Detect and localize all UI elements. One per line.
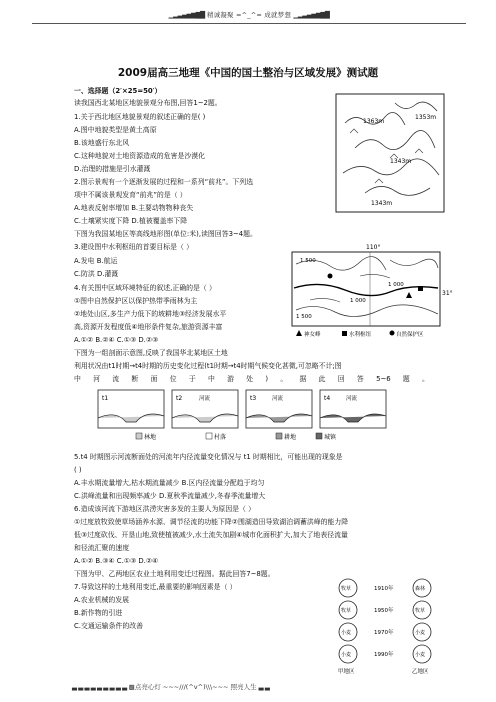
- dam-legend-icon: [342, 331, 347, 336]
- contour-map: [290, 240, 460, 340]
- period-label: t1: [102, 395, 109, 402]
- profile-t2: [172, 390, 238, 428]
- spread-char: ): [265, 375, 269, 383]
- footer-left-blocks: ▃ ▃ ▃ ▃ ▃ ▃ ▃ ▃ ▃: [72, 683, 127, 691]
- option: ①图中自然保护区以保护热带季雨林为主: [74, 297, 198, 305]
- spread-char: 。: [422, 375, 429, 383]
- spread-char: 中: [207, 375, 215, 383]
- header-right-bars: ▁▂▃▄▅▆▇█: [293, 11, 330, 19]
- question-2: 2.图示景观有一个逐渐发展的过程和一系列“前兆”。下列选: [74, 178, 254, 186]
- option: A.①② B.②④ C.①③ D.②③: [74, 336, 159, 344]
- text-line: 利用状况由t1时期→t4时期的历史变化过程(t1时期→t4时期气候变化甚微,可忽略不计;图: [74, 362, 342, 370]
- legend-label: 城镇: [324, 434, 337, 441]
- legend-swatch: [276, 433, 282, 439]
- page-header: [32, 10, 466, 19]
- question-7: 7.导致这样的土地利用变迁,最重要的影响因素是（ ）: [74, 583, 237, 591]
- spread-char: 断: [131, 375, 139, 383]
- spread-char: 流: [112, 375, 120, 383]
- option: A.丰水期流量增大,枯水期流量减少 B.区内径流量分配趋于均匀: [74, 479, 265, 487]
- spread-char: 5~6: [376, 375, 391, 383]
- contour-label: 1 000: [388, 282, 404, 288]
- spread-char: 据: [299, 375, 307, 383]
- option: ①过度放牧致使草场涵养水源、调节径流的功能下降②围湖造田导致湖泊调蓄洪峰的能力降: [74, 518, 349, 526]
- spread-line: [74, 374, 429, 385]
- page-footer: [72, 682, 432, 691]
- crop-label: 小麦: [341, 652, 352, 658]
- legend-swatch: [136, 433, 142, 439]
- question-5: 5.t4 时期图示河流断面处的河流年内径流量变化情况与 t1 时期相比，可能出现的现象是: [74, 453, 343, 461]
- peak-legend-icon: [296, 330, 302, 336]
- option: A.图中地貌类型是黄土高原: [74, 126, 157, 134]
- spread-char: 。: [280, 375, 288, 383]
- text-line: 下图为甲、乙两地区农业土地利用变迁过程图。据此回答7~8题。: [74, 570, 275, 578]
- reserve-legend-icon: [390, 331, 395, 336]
- option: 和径流汇聚的速度: [74, 544, 130, 552]
- text-line: 项中不属该景观发育“前兆”的是（ ）: [74, 191, 187, 199]
- spread-char: 题: [402, 375, 410, 383]
- crop-label: 牧草: [415, 608, 426, 614]
- crop-label: 牧草: [341, 608, 352, 614]
- header-left-bars: ▁▂▃▄▅▆▇█: [168, 11, 205, 19]
- option: B.新作物的引进: [74, 609, 123, 617]
- spread-char: 河: [93, 375, 101, 383]
- header-text: 精诚凝聚 =^_^= 成就梦想: [206, 11, 292, 19]
- footer-text: ▩点亮心灯 ~~~///(^v^)\\\~~~ 照亮人生: [128, 683, 257, 691]
- year-label: 1990年: [374, 652, 394, 658]
- spread-char: 游: [227, 375, 235, 383]
- question-6: 6.造成该河流下游地区洪涝灾害多发的主要人为原因是（ ）: [74, 505, 256, 513]
- profile-t4: [320, 390, 386, 428]
- spread-char: 答: [356, 375, 364, 383]
- period-label: t4: [324, 395, 331, 402]
- reserve-icon: [328, 274, 333, 279]
- elevation-label: 1343m: [371, 200, 393, 207]
- profile-t1: [98, 390, 164, 428]
- elevation-label: 1363m: [363, 118, 385, 125]
- elevation-label: 1353m: [415, 114, 437, 121]
- year-label: 1910年: [374, 586, 394, 592]
- page-title: 2009届高三地理《中国的国土整治与区域发展》测试题: [117, 67, 379, 79]
- region-label: 乙地区: [412, 669, 429, 675]
- option: C.防洪 D.灌溉: [74, 270, 119, 278]
- period-label: t2: [176, 395, 183, 402]
- river-label: 河流: [272, 396, 284, 402]
- elevation-label: 1343m: [390, 158, 412, 165]
- crop-label: 小麦: [341, 630, 352, 636]
- option: C.交通运输条件的改善: [74, 622, 144, 630]
- option: C.这种地貌对土地资源造成的危害是沙漠化: [74, 152, 206, 160]
- farm-row: [339, 623, 431, 641]
- legend-label: 神女峰: [304, 332, 321, 338]
- map-border: [336, 94, 444, 212]
- text-line: ( ): [74, 466, 82, 474]
- legend-label: 水利枢纽: [349, 332, 372, 338]
- contour-label: 1 500: [296, 314, 312, 320]
- legend-label: 耕地: [284, 434, 297, 441]
- spread-char: 此: [318, 375, 326, 383]
- legend-label: 村落: [214, 434, 227, 441]
- legend-swatch: [316, 433, 322, 439]
- crop-label: 牧草: [341, 586, 352, 592]
- farm-row: [339, 601, 431, 619]
- legend-swatch: [206, 433, 212, 439]
- year-label: 1970年: [374, 630, 394, 636]
- question-4: 4.有关图中区域环境特征的叙述,正确的是（ ）: [74, 284, 216, 292]
- section-heading: 一、选择题（2′×25=50′）: [74, 87, 162, 95]
- legend-label: 自然保护区: [396, 332, 424, 338]
- question-1: 1.关于西北地区地貌景观的叙述正确的是( ): [74, 113, 206, 121]
- spread-char: 处: [246, 375, 254, 383]
- spread-char: 回: [337, 375, 345, 383]
- text-line: 下图为一组剖面示意图,反映了我国华北某地区土地: [74, 349, 228, 357]
- option: 高,资源开发程度低④地形条件复杂,旅游资源丰富: [74, 323, 223, 331]
- spread-char: 面: [150, 375, 158, 383]
- farm-row: [339, 645, 431, 663]
- contour-label: 1 500: [300, 258, 316, 264]
- legend-label: 林地: [144, 434, 157, 441]
- spread-char: 位: [169, 375, 177, 383]
- option: A.发电 B.航运: [74, 257, 118, 265]
- option: A.地表反射率增加 B.主要动物物种丧失: [74, 204, 194, 212]
- land-use-profiles: [96, 388, 396, 443]
- latitude-label: 31°: [442, 290, 453, 297]
- footer-right-blocks: ▃ ▃: [258, 683, 270, 691]
- farm-row: [339, 579, 431, 597]
- option: C.洪峰流量和出现频率减少 D.夏秋季流量减少,冬春季流量增大: [74, 492, 266, 500]
- farm-land-use-diagram: [330, 578, 440, 676]
- spread-char: 中: [74, 375, 81, 383]
- option: ②地处山区,多生产力低下的坡耕地③经济发展水平: [74, 310, 227, 318]
- river-label: 河流: [199, 396, 211, 402]
- dam-icon: [418, 286, 423, 291]
- question-3: 3.建设图中水利枢纽的首要目标是（ ）: [74, 243, 194, 251]
- landform-map: [335, 93, 445, 213]
- option: D.治理的措施是引水灌溉: [74, 165, 151, 173]
- option: C.土壤紧实度下降 D.植被覆盖率下降: [74, 217, 188, 225]
- period-label: t3: [250, 395, 257, 402]
- year-label: 1950年: [374, 608, 394, 614]
- region-label: 甲地区: [338, 669, 355, 675]
- text-line: 下图为我国某地区等高线地形图(单位:米),读图回答3~4题。: [74, 230, 257, 238]
- river-label: 河流: [346, 396, 358, 402]
- crop-label: 森林: [415, 586, 426, 592]
- longitude-label: 110°: [366, 244, 381, 251]
- option: A.①② B.③④ C.①③ D.②④: [74, 557, 159, 565]
- header-rule: [32, 23, 466, 24]
- crop-label: 小麦: [415, 630, 426, 636]
- profile-t3: [246, 390, 312, 428]
- contour-label: 1 000: [350, 298, 366, 304]
- text-line: 读我国西北某地区地貌景观分布图,回答1~2题。: [74, 99, 222, 107]
- option: A.农业机械的发展: [74, 596, 130, 604]
- option: 低③过度砍伐、开垦山地,致使植被减少,水土流失加剧④城市化面积扩大,加大了地表径流量: [74, 531, 348, 539]
- crop-label: 小麦: [415, 652, 426, 658]
- option: B.该地盛行东北风: [74, 139, 130, 147]
- spread-char: 于: [188, 375, 196, 383]
